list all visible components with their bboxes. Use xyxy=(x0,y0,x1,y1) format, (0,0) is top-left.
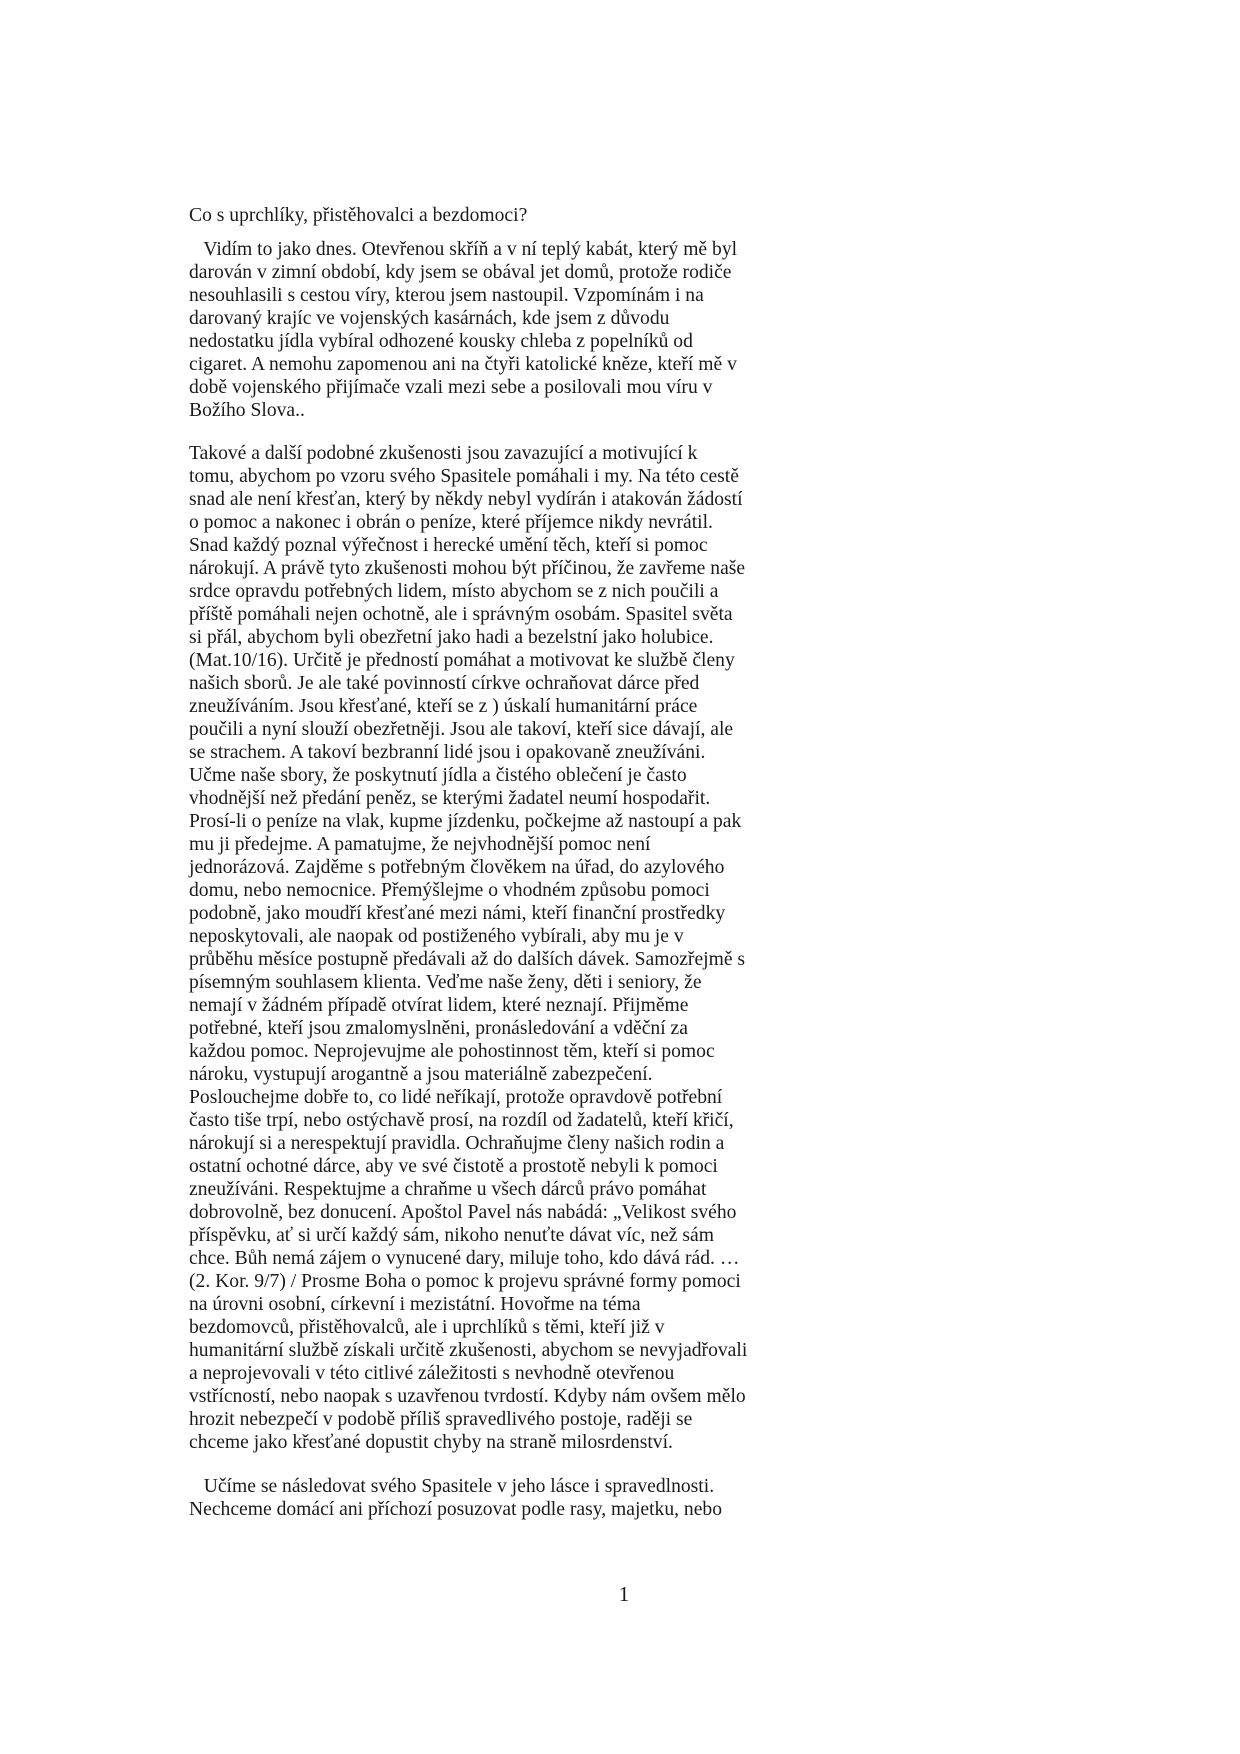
document-body xyxy=(189,204,789,1521)
text-line: nemají v žádném případě otvírat lidem, které neznají. Přijměme xyxy=(189,995,689,1016)
text-line: Učíme se následovat svého Spasitele v jeho lásce i spravedlnosti. xyxy=(189,1476,715,1497)
paragraph-3 xyxy=(189,1475,789,1521)
text-line: snad ale není křesťan, který by někdy nebyl vydírán i atakován žádostí xyxy=(189,489,743,510)
text-line: neposkytovali, ale naopak od postiženého vybírali, aby mu je v xyxy=(189,926,684,947)
text-line: mu ji předejme. A pamatujme, že nejvhodnější pomoc není xyxy=(189,834,651,855)
text-line: o pomoc a nakonec i obrán o peníze, které příjemce nikdy nevrátil. xyxy=(189,512,713,533)
text-line: Prosí-li o peníze na vlak, kupme jízdenku, počkejme až nastoupí a pak xyxy=(189,811,742,832)
text-line: a neprojevovali v této citlivé záležitosti s nevhodně otevřenou xyxy=(189,1363,675,1384)
page-number: 1 xyxy=(618,1582,630,1606)
text-line: příště pomáhali nejen ochotně, ale i správným osobám. Spasitel světa xyxy=(189,604,733,625)
spacer xyxy=(189,1454,789,1475)
text-line: nesouhlasili s cestou víry, kterou jsem nastoupil. Vzpomínám i na xyxy=(189,285,704,306)
text-line: nárokují. A právě tyto zkušenosti mohou být příčinou, že zavřeme naše xyxy=(189,558,746,579)
text-line: zneužíváni. Respektujme a chraňme u všech dárců právo pomáhat xyxy=(189,1179,707,1200)
text-line: nároku, vystupují arogantně a jsou materiálně zabezpečení. xyxy=(189,1064,653,1085)
text-line: Poslouchejme dobře to, co lidé neříkají, protože opravdově potřební xyxy=(189,1087,723,1108)
text-line: humanitární službě získali určitě zkušenosti, abychom se nevyjadřovali xyxy=(189,1340,748,1361)
text-line: tomu, abychom po vzoru svého Spasitele pomáhali i my. Na této cestě xyxy=(189,466,739,487)
text-line: bezdomovců, přistěhovalců, ale i uprchlíků s těmi, kteří již v xyxy=(189,1317,665,1338)
spacer xyxy=(189,422,789,442)
text-line: nedostatku jídla vybíral odhozené kousky chleba z popelníků od xyxy=(189,331,693,352)
text-line: vhodnější než předání peněz, se kterými žadatel neumí hospodařit. xyxy=(189,788,711,809)
text-line: Učme naše sbory, že poskytnutí jídla a čistého oblečení je často xyxy=(189,765,687,786)
text-line: domu, nebo nemocnice. Přemýšlejme o vhodném způsobu pomoci xyxy=(189,880,710,901)
text-line: cigaret. A nemohu zapomenou ani na čtyři katolické kněze, kteří mě v xyxy=(189,354,737,375)
text-line: na úrovni osobní, církevní i mezistátní. Hovořme na téma xyxy=(189,1294,641,1315)
text-line: zneužíváním. Jsou křesťané, kteří se z ) úskalí humanitární práce xyxy=(189,696,698,717)
paragraph-1 xyxy=(189,238,789,422)
text-line: darován v zimní období, kdy jsem se obával jet domů, protože rodiče xyxy=(189,262,732,283)
text-line: době vojenského přijímače vzali mezi sebe a posilovali mou víru v xyxy=(189,377,713,398)
text-line: jednorázová. Zajděme s potřebným člověkem na úřad, do azylového xyxy=(189,857,725,878)
text-line: Takové a další podobné zkušenosti jsou zavazující a motivující k xyxy=(189,443,698,464)
paragraph-2 xyxy=(189,442,789,1454)
text-line: chce. Bůh nemá zájem o vynucené dary, miluje toho, kdo dává rád. … xyxy=(189,1248,740,1269)
text-line: průběhu měsíce postupně předávali až do dalších dávek. Samozřejmě s xyxy=(189,949,746,970)
spacer xyxy=(189,227,789,238)
text-line: nárokují si a nerespektují pravidla. Ochraňujme členy našich rodin a xyxy=(189,1133,725,1154)
text-line: podobně, jako moudří křesťané mezi námi, kteří finanční prostředky xyxy=(189,903,726,924)
text-line: potřebné, kteří jsou zmalomyslněni, pronásledování a vděční za xyxy=(189,1018,688,1039)
text-line: dobrovolně, bez donucení. Apoštol Pavel nás nabádá: „Velikost svého xyxy=(189,1202,737,1223)
text-line: příspěvku, ať si určí každý sám, nikoho nenuťte dávat víc, než sám xyxy=(189,1225,714,1246)
text-line: srdce opravdu potřebných lidem, místo abychom se z nich poučili a xyxy=(189,581,719,602)
text-line: si přál, abychom byli obezřetní jako hadi a bezelstní jako holubice. xyxy=(189,627,714,648)
text-line: se strachem. A takoví bezbranní lidé jsou i opakovaně zneužíváni. xyxy=(189,742,706,763)
text-line: (2. Kor. 9/7) / Prosme Boha o pomoc k projevu správné formy pomoci xyxy=(189,1271,741,1292)
text-line: každou pomoc. Neprojevujme ale pohostinnost těm, kteří si pomoc xyxy=(189,1041,715,1062)
document-title: Co s uprchlíky, přistěhovalci a bezdomoci? xyxy=(189,205,528,226)
text-line: (Mat.10/16). Určitě je předností pomáhat a motivovat ke službě členy xyxy=(189,650,735,671)
text-line: Božího Slova.. xyxy=(189,400,305,421)
text-line: darovaný krajíc ve vojenských kasárnách, kde jsem z důvodu xyxy=(189,308,670,329)
text-line: často tiše trpí, nebo ostýchavě prosí, na rozdíl od žadatelů, kteří křičí, xyxy=(189,1110,734,1131)
text-line: našich sborů. Je ale také povinností církve ochraňovat dárce před xyxy=(189,673,700,694)
text-line: poučili a nyní slouží obezřetněji. Jsou ale takoví, kteří sice dávají, ale xyxy=(189,719,734,740)
text-line: chceme jako křesťané dopustit chyby na straně milosrdenství. xyxy=(189,1432,673,1453)
text-line: písemným souhlasem klienta. Veďme naše ženy, děti i seniory, že xyxy=(189,972,702,993)
text-line: hrozit nebezpečí v podobě příliš spravedlivého postoje, raději se xyxy=(189,1409,693,1430)
text-line: Snad každý poznal výřečnost i herecké umění těch, kteří si pomoc xyxy=(189,535,708,556)
text-line: Vidím to jako dnes. Otevřenou skříň a v ní teplý kabát, který mě byl xyxy=(189,239,738,260)
text-line: ostatní ochotné dárce, aby ve své čistotě a prostotě nebyli k pomoci xyxy=(189,1156,718,1177)
text-line: Nechceme domácí ani příchozí posuzovat podle rasy, majetku, nebo xyxy=(189,1499,723,1520)
text-line: vstřícností, nebo naopak s uzavřenou tvrdostí. Kdyby nám ovšem mělo xyxy=(189,1386,746,1407)
